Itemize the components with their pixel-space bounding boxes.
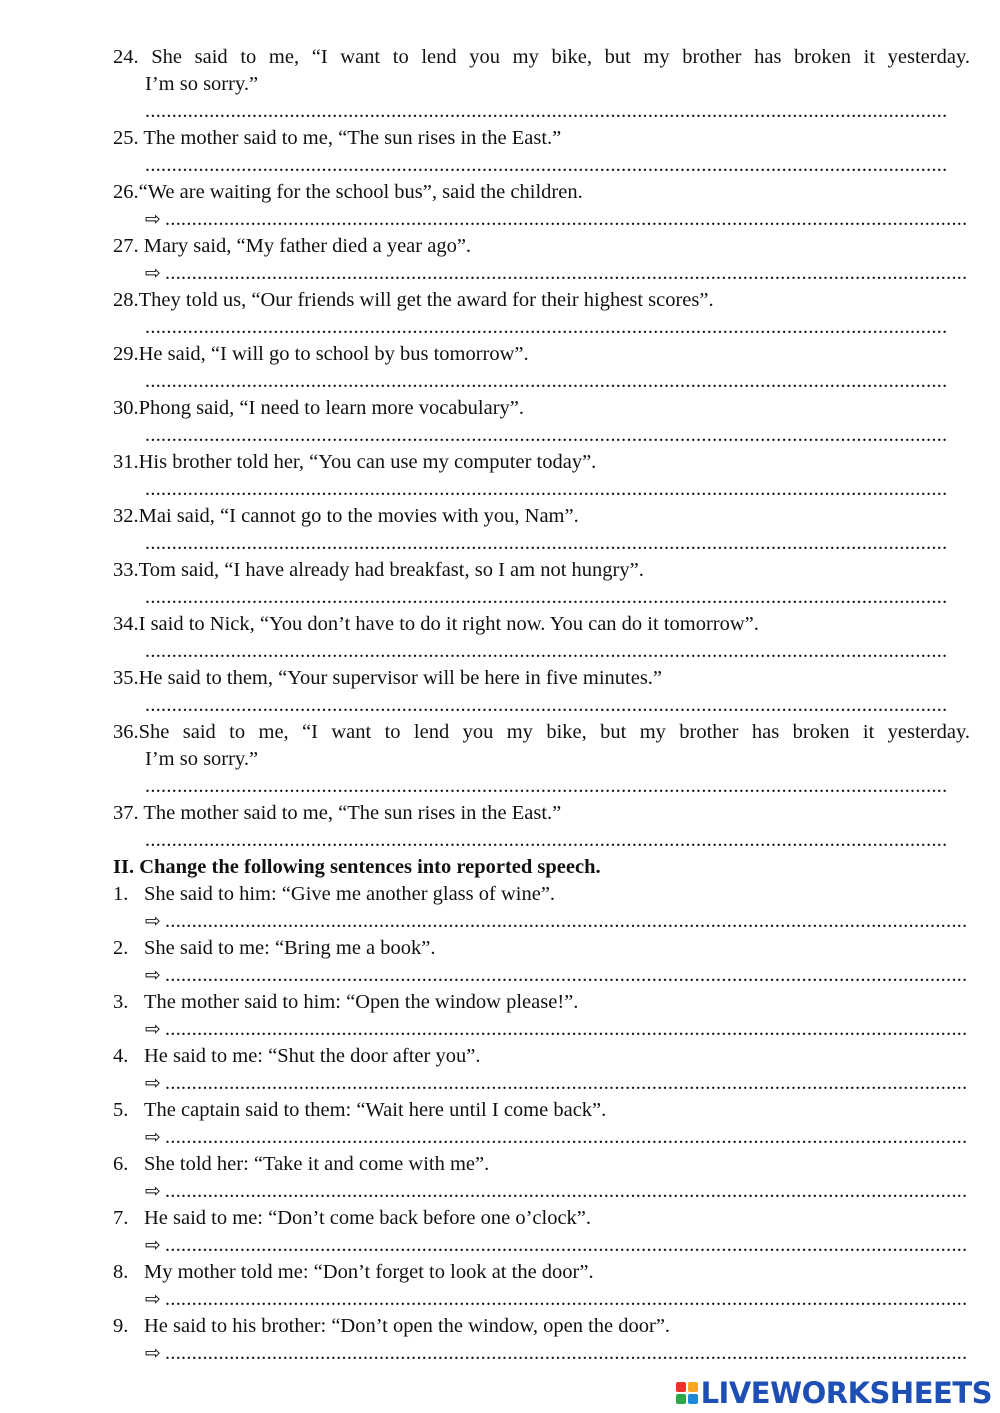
- answer-line[interactable]: [145, 1124, 968, 1151]
- answer-dots: ......................................................................................................................................................: [165, 1126, 968, 1148]
- question-text: Phong said, “I need to learn more vocabulary”.: [138, 397, 525, 419]
- answer-dots: ......................................................................................................................................................: [145, 154, 948, 176]
- question-number: 28.: [113, 289, 139, 311]
- item-number: 1.: [113, 883, 129, 905]
- answer-dots: ......................................................................................................................................................: [145, 829, 948, 851]
- arrow-icon: ⇨: [145, 1288, 161, 1310]
- answer-dots: ......................................................................................................................................................: [165, 1288, 968, 1310]
- question-text-cont: I’m so sorry.”: [145, 73, 259, 95]
- answer-dots: ......................................................................................................................................................: [145, 370, 948, 392]
- answer-dots: ......................................................................................................................................................: [145, 424, 948, 446]
- item-text: She said to me: “Bring me a book”.: [144, 937, 436, 959]
- answer-dots: ......................................................................................................................................................: [165, 208, 968, 230]
- answer-line[interactable]: [145, 206, 968, 233]
- logo-mark-icon: [676, 1382, 698, 1404]
- answer-line[interactable]: [145, 1070, 968, 1097]
- question-number: 35.: [113, 667, 139, 689]
- instruction-item: [113, 881, 970, 908]
- answer-dots: ......................................................................................................................................................: [145, 100, 948, 122]
- question-text: Mary said, “My father died a year ago”.: [143, 235, 472, 257]
- arrow-icon: ⇨: [145, 1126, 161, 1148]
- arrow-icon: ⇨: [145, 1234, 161, 1256]
- question-text: He said to them, “Your supervisor will be here in five minutes.”: [138, 667, 663, 689]
- answer-dots: ......................................................................................................................................................: [145, 775, 948, 797]
- arrow-icon: ⇨: [145, 964, 161, 986]
- answer-line[interactable]: [145, 1016, 968, 1043]
- answer-line[interactable]: [145, 260, 968, 287]
- answer-dots: ......................................................................................................................................................: [165, 262, 968, 284]
- item-number: 9.: [113, 1315, 129, 1337]
- item-number: 2.: [113, 937, 129, 959]
- question-item: [113, 557, 970, 584]
- answer-dots: ......................................................................................................................................................: [165, 1180, 968, 1202]
- question-text: The mother said to me, “The sun rises in the East.”: [143, 127, 562, 149]
- instruction-item: [113, 1313, 970, 1340]
- answer-dots: ......................................................................................................................................................: [145, 532, 948, 554]
- question-item: [113, 800, 970, 827]
- question-item: [113, 233, 970, 260]
- answer-line[interactable]: [145, 773, 948, 800]
- question-item: [113, 341, 970, 368]
- answer-dots: ......................................................................................................................................................: [165, 1342, 968, 1364]
- item-text: She told her: “Take it and come with me”.: [144, 1153, 490, 1175]
- item-number: 6.: [113, 1153, 129, 1175]
- item-text: The mother said to him: “Open the window please!”.: [144, 991, 579, 1013]
- question-text: Tom said, “I have already had breakfast, so I am not hungry”.: [138, 559, 644, 581]
- question-continuation: [145, 746, 970, 773]
- question-number: 27.: [113, 235, 144, 257]
- answer-line[interactable]: [145, 530, 948, 557]
- logo-wordmark: LIVEWORKSHEETS: [700, 1376, 992, 1410]
- question-number: 26.: [113, 181, 139, 203]
- question-text-cont: I’m so sorry.”: [145, 748, 259, 770]
- question-number: 33.: [113, 559, 139, 581]
- question-number: 37.: [113, 802, 144, 824]
- question-number: 24.: [113, 46, 152, 68]
- question-number: 32.: [113, 505, 139, 527]
- question-item: [113, 395, 970, 422]
- question-text: She said to me, “I want to lend you my bike, but my brother has broken it yesterday.: [151, 46, 970, 68]
- answer-dots: ......................................................................................................................................................: [145, 316, 948, 338]
- section-heading: [113, 854, 970, 881]
- item-text: She said to him: “Give me another glass of wine”.: [144, 883, 556, 905]
- question-text: His brother told her, “You can use my computer today”.: [138, 451, 597, 473]
- answer-dots: ......................................................................................................................................................: [165, 1018, 968, 1040]
- question-item: [113, 611, 970, 638]
- answer-dots: ......................................................................................................................................................: [145, 586, 948, 608]
- item-number: 7.: [113, 1207, 129, 1229]
- item-number: 8.: [113, 1261, 129, 1283]
- question-text: Mai said, “I cannot go to the movies with you, Nam”.: [138, 505, 579, 527]
- question-text: The mother said to me, “The sun rises in the East.”: [143, 802, 562, 824]
- item-number: 4.: [113, 1045, 129, 1067]
- question-number: 34.: [113, 613, 139, 635]
- answer-dots: ......................................................................................................................................................: [165, 1072, 968, 1094]
- answer-line[interactable]: [145, 1340, 968, 1367]
- answer-line[interactable]: [145, 962, 968, 989]
- answer-line[interactable]: [145, 692, 948, 719]
- question-item: [113, 665, 970, 692]
- question-item: [113, 503, 970, 530]
- answer-line[interactable]: [145, 584, 948, 611]
- arrow-icon: ⇨: [145, 910, 161, 932]
- answer-line[interactable]: [145, 908, 968, 935]
- instruction-item: [113, 1205, 970, 1232]
- question-item: [113, 287, 970, 314]
- question-item: [113, 179, 970, 206]
- instruction-item: [113, 1097, 970, 1124]
- answer-dots: ......................................................................................................................................................: [165, 910, 968, 932]
- answer-line[interactable]: [145, 152, 948, 179]
- answer-line[interactable]: [145, 1232, 968, 1259]
- question-number: 36.: [113, 721, 139, 743]
- answer-line[interactable]: [145, 422, 948, 449]
- arrow-icon: ⇨: [145, 262, 161, 284]
- question-item: [113, 449, 970, 476]
- question-item: [113, 719, 970, 746]
- question-number: 31.: [113, 451, 139, 473]
- answer-line[interactable]: [145, 98, 948, 125]
- question-item: [113, 44, 970, 71]
- answer-dots: ......................................................................................................................................................: [145, 478, 948, 500]
- instruction-item: [113, 935, 970, 962]
- answer-line[interactable]: [145, 638, 948, 665]
- logo-tile-orange: [688, 1382, 698, 1392]
- item-text: He said to me: “Shut the door after you”.: [144, 1045, 481, 1067]
- question-item: [113, 125, 970, 152]
- item-number: 3.: [113, 991, 129, 1013]
- question-number: 29.: [113, 343, 139, 365]
- question-text: They told us, “Our friends will get the award for their highest scores”.: [138, 289, 714, 311]
- answer-line[interactable]: [145, 1178, 968, 1205]
- item-number: 5.: [113, 1099, 129, 1121]
- question-continuation: [145, 71, 970, 98]
- answer-line[interactable]: [145, 476, 948, 503]
- question-number: 25.: [113, 127, 144, 149]
- arrow-icon: ⇨: [145, 208, 161, 230]
- item-text: My mother told me: “Don’t forget to look at the door”.: [144, 1261, 594, 1283]
- item-text: He said to his brother: “Don’t open the window, open the door”.: [144, 1315, 671, 1337]
- arrow-icon: ⇨: [145, 1342, 161, 1364]
- instruction-item: [113, 989, 970, 1016]
- instruction-item: [113, 1259, 970, 1286]
- question-text: She said to me, “I want to lend you my bike, but my brother has broken it yesterday.: [138, 721, 970, 743]
- question-text: “We are waiting for the school bus”, said the children.: [138, 181, 583, 203]
- question-number: 30.: [113, 397, 139, 419]
- answer-line[interactable]: [145, 368, 948, 395]
- arrow-icon: ⇨: [145, 1072, 161, 1094]
- instruction-item: [113, 1151, 970, 1178]
- answer-line[interactable]: [145, 314, 948, 341]
- question-text: I said to Nick, “You don’t have to do it right now. You can do it tomorrow”.: [138, 613, 759, 635]
- arrow-icon: ⇨: [145, 1180, 161, 1202]
- logo-tile-green: [676, 1394, 686, 1404]
- logo-tile-red: [676, 1382, 686, 1392]
- question-text: He said, “I will go to school by bus tomorrow”.: [138, 343, 529, 365]
- answer-line[interactable]: [145, 827, 948, 854]
- answer-dots: ......................................................................................................................................................: [145, 640, 948, 662]
- answer-dots: ......................................................................................................................................................: [165, 964, 968, 986]
- item-text: He said to me: “Don’t come back before one o’clock”.: [144, 1207, 592, 1229]
- logo-tile-blue: [688, 1394, 698, 1404]
- liveworksheets-logo: [676, 1376, 992, 1410]
- answer-dots: ......................................................................................................................................................: [165, 1234, 968, 1256]
- arrow-icon: ⇨: [145, 1018, 161, 1040]
- item-text: The captain said to them: “Wait here until I come back”.: [144, 1099, 607, 1121]
- answer-dots: ......................................................................................................................................................: [145, 694, 948, 716]
- instruction-item: [113, 1043, 970, 1070]
- section-heading-text: II. Change the following sentences into reported speech.: [113, 856, 601, 878]
- answer-line[interactable]: [145, 1286, 968, 1313]
